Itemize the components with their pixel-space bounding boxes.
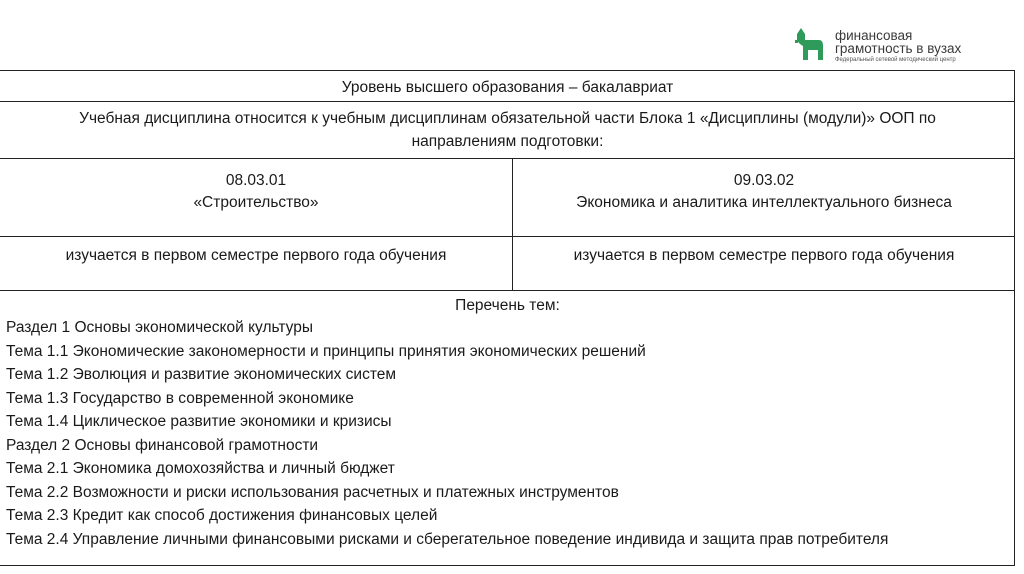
row-divider [0, 290, 1014, 291]
logo-subtitle: Федеральный сетевой методический центр [835, 57, 956, 63]
list-item: Раздел 2 Основы финансовой грамотности [6, 436, 319, 454]
list-item: Тема 2.3 Кредит как способ достижения финансовых целей [6, 507, 438, 524]
list-item: Тема 1.4 Циклическое развитие экономики и кризисы [6, 413, 392, 430]
topics-header: Перечень тем: [455, 297, 560, 314]
list-item: Раздел 1 Основы экономической культуры [6, 319, 313, 336]
row-divider [0, 236, 1014, 237]
list-item: Тема 1.1 Экономические закономерности и принципы принятия экономических решений [6, 342, 646, 360]
list-item: Тема 2.2 Возможности и риски использования расчетных и платежных инструментов [6, 483, 619, 501]
topics-list [6, 316, 888, 551]
semester-left: изучается в первом семестре первого года обучения [65, 247, 447, 264]
dog-logo-icon [793, 26, 825, 62]
row-divider [0, 101, 1014, 102]
program-name-right: Экономика и аналитика интеллектуального бизнеса [576, 194, 952, 211]
logo-title-line2: грамотность в вузах [835, 41, 962, 56]
list-item: Тема 1.2 Эволюция и развитие экономических систем [6, 366, 397, 383]
brand-logo [793, 26, 978, 66]
curriculum-table [0, 70, 1015, 566]
program-code-right: 09.03.02 [733, 172, 795, 189]
logo-title-line1: финансовая [835, 28, 913, 43]
education-level: Уровень высшего образования – бакалавриат [341, 79, 674, 96]
discipline-description-line2: направлениям подготовки: [411, 133, 604, 150]
semester-right: изучается в первом семестре первого года обучения [573, 247, 955, 264]
list-item: Тема 2.4 Управление личными финансовыми рисками и сберегательное поведение индивида и защита прав потребителя [6, 530, 889, 548]
discipline-description-line1: Учебная дисциплина относится к учебным дисциплинам обязательной части Блока 1 «Дисциплины (модули)» ООП по [79, 110, 936, 127]
list-item: Тема 2.1 Экономика домохозяйства и личный бюджет [6, 460, 395, 477]
list-item: Тема 1.3 Государство в современной экономике [6, 389, 354, 407]
row-divider [0, 158, 1014, 159]
program-code-left: 08.03.01 [225, 172, 287, 189]
program-name-left: «Строительство» [193, 194, 319, 211]
